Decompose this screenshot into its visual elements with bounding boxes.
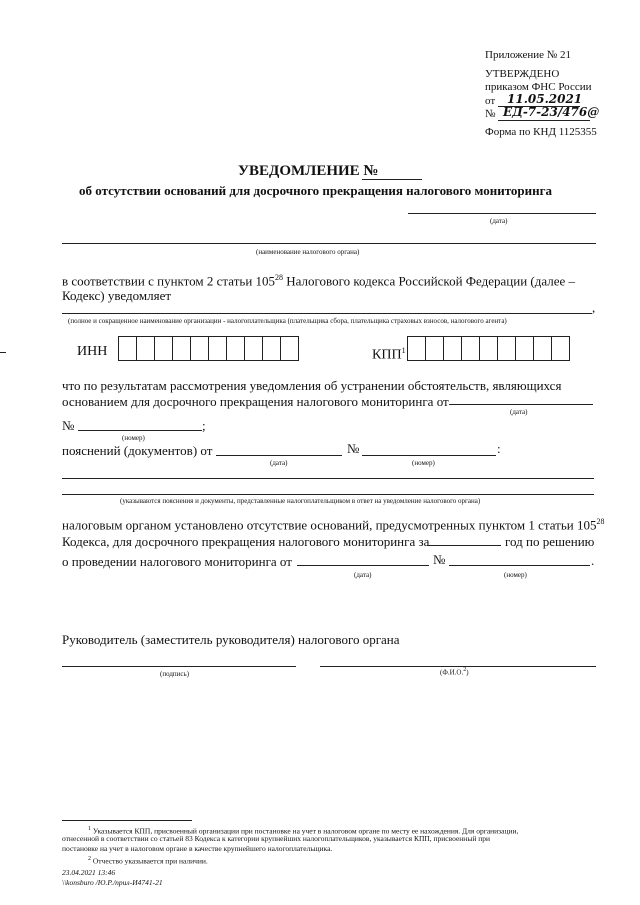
document-subtitle: об отсутствии оснований для досрочного прекращения налогового мониторинга [79, 183, 553, 198]
explanations-label: пояснений (документов) от [62, 443, 213, 458]
paragraph-1-line-2: Кодекс) уведомляет [62, 288, 172, 303]
semicolon: ; [202, 418, 206, 433]
period: . [591, 553, 595, 568]
fio-caption: (Ф.И.О.$^2$) [440, 667, 469, 677]
number-caption-3: (номер) [504, 571, 527, 579]
number-label-2: № [347, 441, 360, 456]
paragraph-1-line-1: в соответствии с пунктом 2 статьи $105^{28}$ Налогового кодекса Российской Федерации (далее – [62, 273, 576, 289]
organization-caption: (полное и сокращенное наименование организации - налогоплательщика (плательщика сбора, плательщика страховых взносов, налогового агента) [68, 317, 507, 325]
colon: : [497, 441, 501, 456]
date-caption: (дата) [490, 217, 508, 225]
signature-caption: (подпись) [160, 670, 190, 678]
explanations-caption: (указываются пояснения и документы, представленные налогоплательщиком в ответ на уведомление налогового органа) [120, 497, 481, 505]
order-from-label: от [485, 95, 496, 107]
order-date: 11.05.2021 [507, 92, 583, 106]
paragraph-3-year: год по решению [505, 534, 595, 549]
date-caption-3: (дата) [270, 459, 288, 467]
paragraph-2-line-2: основанием для досрочного прекращения налогового мониторинга от [62, 394, 449, 409]
order-number-label: № [485, 108, 496, 120]
footnote-1-line-2: отнесенной в соответствии со статьей 83 Кодекса к категории крупнейших налогоплательщиков, указывается КПП, присвоенный при [62, 834, 491, 843]
appendix-number: Приложение № 21 [485, 49, 572, 61]
paragraph-2-line-1: что по результатам рассмотрения уведомления об устранении обстоятельств, являющихся [62, 378, 562, 393]
tax-authority-caption: (наименование налогового органа) [256, 248, 360, 256]
stamp-date: 23.04.2021 13:46 [62, 868, 116, 877]
approved-label: УТВЕРЖДЕНО [485, 68, 560, 80]
order-label: приказом ФНС России [485, 81, 592, 93]
date-caption-4: (дата) [354, 571, 372, 579]
footnote-1-line-3: постановке на учет в налоговом органе в качестве крупнейшего налогоплательщика. [62, 844, 333, 853]
paragraph-3-line-2: Кодекса, для досрочного прекращения налогового мониторинга за [62, 534, 430, 549]
stamp-path: \\konsburo /Ю.Р./прил-И4741-21 [62, 878, 163, 887]
number-label-1: № [62, 418, 75, 433]
paragraph-3-line-3: о проведении налогового мониторинга от [62, 554, 292, 569]
number-label-3: № [433, 552, 446, 567]
inn-label: ИНН [77, 344, 108, 359]
inn-cells[interactable] [118, 336, 298, 361]
form-code: Форма по КНД 1125355 [485, 126, 597, 138]
org-comma: , [592, 300, 596, 315]
footnote-2: $^2$ Отчество указывается при наличии. [88, 856, 208, 866]
footnote-1-line-1: $^1$ Указывается КПП, присвоенный организации при постановке на учет в налоговом органе по месту ее нахождения. Для организации, [88, 826, 519, 836]
kpp-label: КПП$^1$ [372, 346, 406, 363]
kpp-cells[interactable] [407, 336, 569, 361]
binding-mark [0, 352, 6, 353]
number-caption-1: (номер) [122, 434, 145, 442]
document-title: УВЕДОМЛЕНИЕ № [238, 163, 379, 179]
date-caption-2: (дата) [510, 408, 528, 416]
paragraph-3-line-1: налоговым органом установлено отсутствие оснований, предусмотренных пунктом 1 статьи $105^{28}$ [62, 517, 605, 533]
head-label: Руководитель (заместитель руководителя) налогового органа [62, 632, 400, 647]
number-caption-2: (номер) [412, 459, 435, 467]
order-number: ЕД-7-23/476@ [503, 105, 600, 119]
